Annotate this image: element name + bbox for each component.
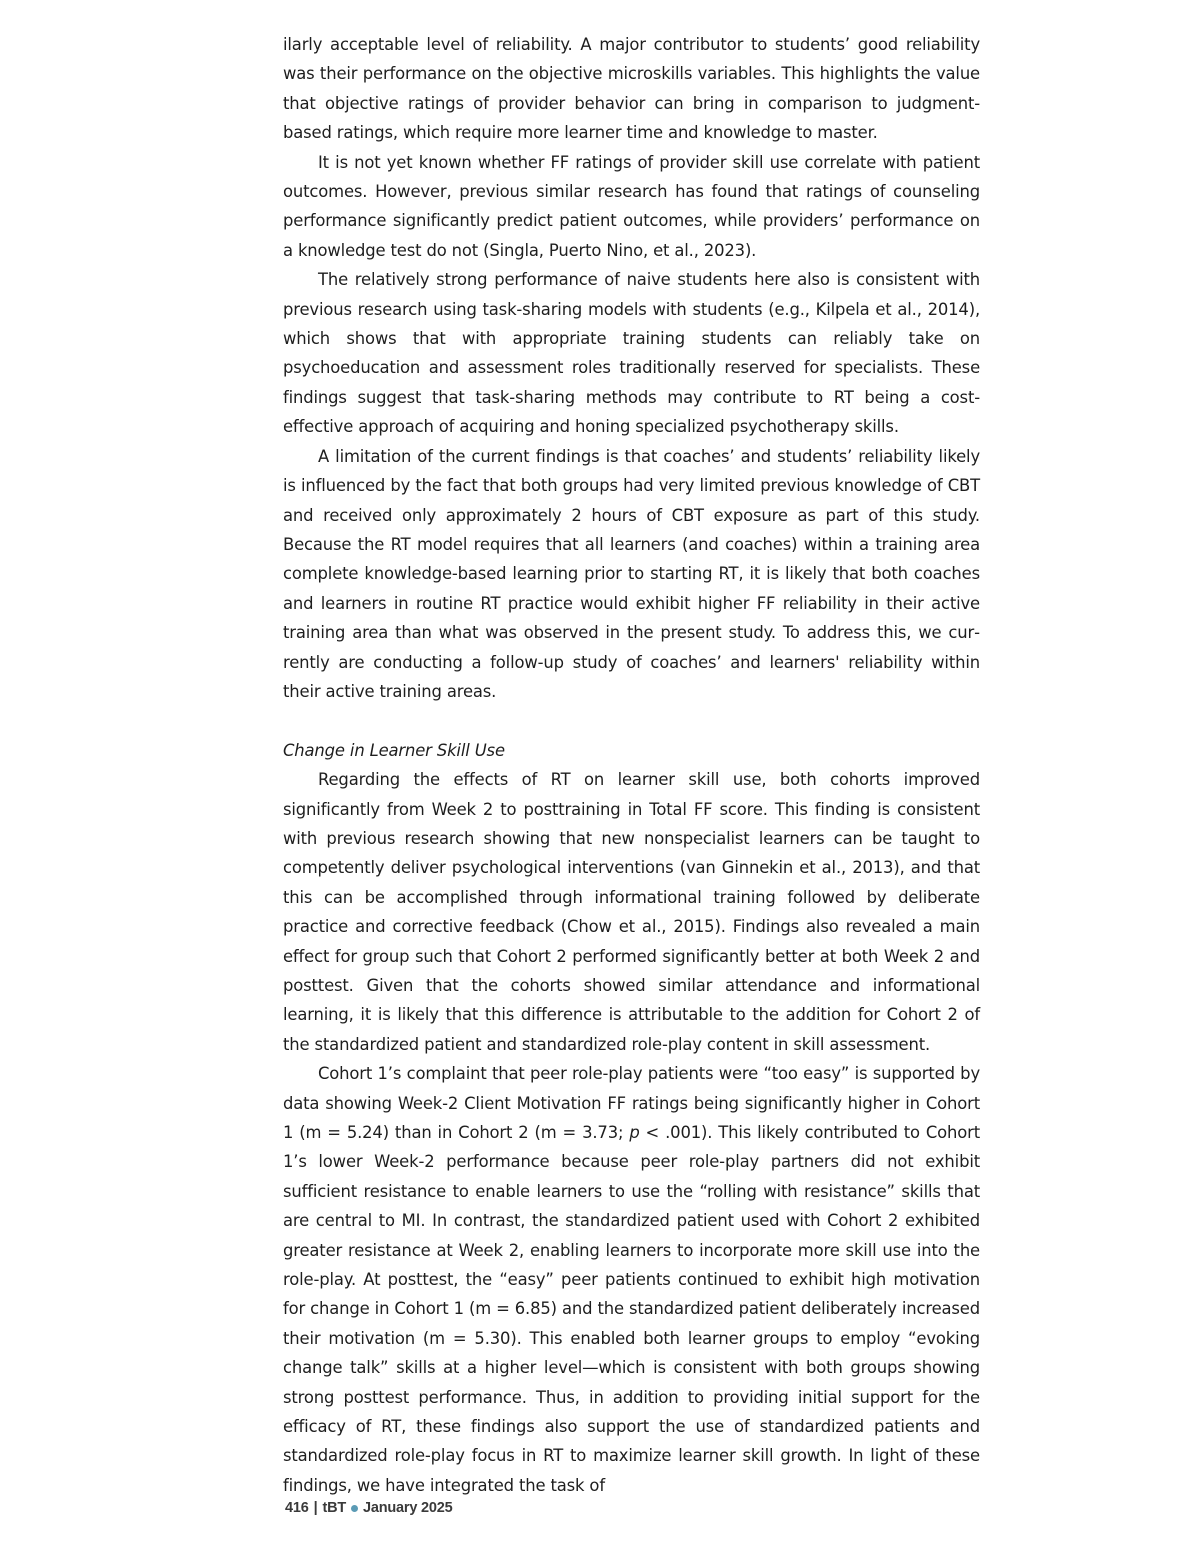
page-number: 416 [285, 1500, 309, 1516]
section-spacer [283, 706, 980, 735]
body-paragraph-3: The relatively strong performance of naive students here also is consistent with previous research using task-sharing models with students (e.g., Kilpela et al., 2014), which shows that with appropriate training students can reliably take on psychoeducation and assessment roles traditionally reserved for specialists. These findings suggest that task-sharing methods may contribute to RT being a cost-effective approach of acquiring and honing specialized psychotherapy skills. [283, 270, 980, 437]
footer-separator: | [313, 1500, 318, 1516]
body-text-column [283, 30, 980, 1500]
body-paragraph-6-part-1: Cohort 1’s complaint that peer role-play patients were “too easy” is supported by data showing Week-2 Client Motivation FF ratings being significantly higher in Cohort 1 (m = 5.24) than in Cohort 2 (m = 3.73; [283, 1064, 980, 1143]
section-subheading: Change in Learner Skill Use [283, 740, 505, 760]
p-value-symbol: p [629, 1123, 640, 1143]
issue-date: January 2025 [363, 1500, 453, 1516]
body-paragraph-5: Regarding the effects of RT on learner skill use, both cohorts improved significantly from Week 2 to posttraining in Total FF score. This finding is consistent with previous research showing that new nonspecialist learners can be taught to competently deliver psychological interventions (van Ginnekin et al., 2013), and that this can be accomplished through informational training followed by deliberate practice and corrective feedback (Chow et al., 2015). Findings also revealed a main effect for group such that Cohort 2 performed significantly better at both Week 2 and posttest. Given that the cohorts showed similar attendance and informational learning, it is likely that this difference is attributable to the addition for Cohort 2 of the standardized patient and standardized role-play content in skill assessment. [283, 770, 980, 1054]
body-paragraph-6-part-2: < .001). This likely contributed to Cohort 1’s lower Week-2 performance because peer role-play partners did not exhibit sufficient resistance to enable learners to use the “rolling with resistance” skills that are central to MI. In contrast, the standardized patient used with Cohort 2 exhibited greater resistance at Week 2, enabling learners to incorporate more skill use into the role-play. At posttest, the “easy” peer patients continued to exhibit high motivation for change in Cohort 1 (m = 6.85) and the standardized patient deliberately increased their motivation (m = 5.30). This enabled both learner groups to employ “evoking change talk” skills at a higher level—which is consistent with both groups showing strong posttest performance. Thus, in addition to providing initial support for the efficacy of RT, these findings also support the use of standardized patients and standardized role-play focus in RT to maximize learner skill growth. In light of these findings, we have integrated the task of [283, 1123, 980, 1495]
body-paragraph-2: It is not yet known whether FF ratings of provider skill use correlate with patient outcomes. However, previous similar research has found that ratings of counseling performance significantly predict patient outcomes, while providers’ performance on a knowledge test do not (Singla, Puerto Nino, et al., 2023). [283, 152, 980, 260]
footer-dot-icon [351, 1505, 358, 1512]
body-paragraph-6 [283, 1059, 980, 1500]
body-paragraph-1: ilarly acceptable level of reliability. A major contributor to students’ good reliability was their performance on the objective microskills variables. This highlights the value that objective ratings of provider behavior can bring in comparison to judgment-based ratings, which require more learner time and knowledge to master. [283, 35, 980, 143]
journal-name: tBT [322, 1500, 347, 1516]
page-footer [285, 1500, 453, 1516]
body-paragraph-4: A limitation of the current findings is that coaches’ and students’ reliability likely is influenced by the fact that both groups had very limited previous knowledge of CBT and received only approximately 2 hours of CBT exposure as part of this study. Because the RT model requires that all learners (and coaches) within a training area complete knowledge-based learning prior to starting RT, it is likely that both coaches and learners in routine RT practice would exhibit higher FF reliability in their active training area than what was observed in the present study. To address this, we currently are conducting a follow-up study of coaches’ and learners' reliability within their active training areas. [283, 446, 980, 701]
